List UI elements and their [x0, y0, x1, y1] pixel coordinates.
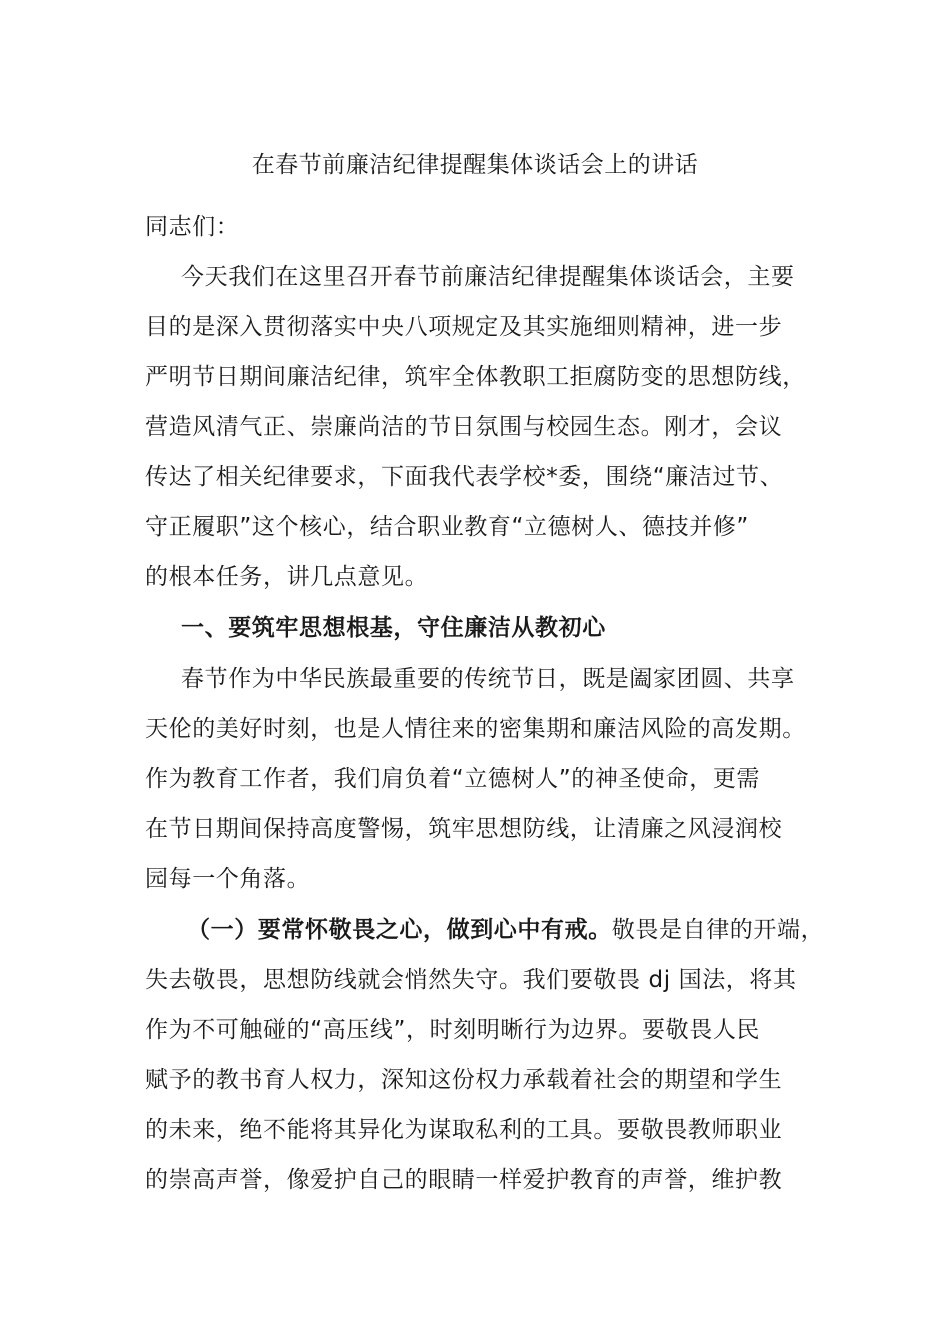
document-title: 在春节前廉洁纪律提醒集体谈话会上的讲话	[251, 152, 699, 178]
intro-line: 传达了相关纪律要求，下面我代表学校*委，围绕“廉洁过节、	[145, 464, 784, 490]
intro-line: 守正履职”这个核心，结合职业教育“立德树人、德技并修”	[145, 514, 749, 540]
section-heading: 一、要筑牢思想根基，守住廉洁从教初心	[181, 615, 606, 641]
intro-line: 目的是深入贯彻落实中央八项规定及其实施细则精神，进一步	[145, 314, 783, 340]
subsection-body-line: 的未来，绝不能将其异化为谋取私利的工具。要敬畏教师职业	[145, 1117, 783, 1143]
subsection-heading: （一）要常怀敬畏之心，做到心中有戒。	[187, 917, 612, 943]
intro-line: 的根本任务，讲几点意见。	[145, 564, 429, 590]
section-body-line: 作为教育工作者，我们肩负着“立德树人”的神圣使命，更需	[145, 766, 761, 792]
subsection-body-line: 作为不可触碰的“高压线”，时刻明晰行为边界。要敬畏人民	[145, 1017, 761, 1043]
intro-line: 今天我们在这里召开春节前廉洁纪律提醒集体谈话会，主要	[181, 264, 795, 290]
intro-line: 营造风清气正、崇廉尚洁的节日氛围与校园生态。刚才，会议	[145, 414, 783, 440]
greeting: 同志们：	[145, 214, 240, 240]
section-body-line: 春节作为中华民族最重要的传统节日，既是阖家团圆、共享	[181, 666, 795, 692]
section-body-line: 在节日期间保持高度警惕，筑牢思想防线，让清廉之风浸润校	[145, 816, 783, 842]
intro-line: 严明节日期间廉洁纪律，筑牢全体教职工拒腐防变的思想防线，	[145, 364, 806, 390]
section-body-line: 园每一个角落。	[145, 866, 311, 892]
subsection-first-line	[187, 910, 824, 950]
subsection-text: 敬畏是自律的开端，	[611, 917, 825, 943]
subsection-body-line: 失去敬畏，思想防线就会悄然失守。我们要敬畏 dj 国法，将其	[145, 967, 797, 993]
subsection-body-line: 赋予的教书育人权力，深知这份权力承载着社会的期望和学生	[145, 1067, 783, 1093]
subsection-body-line: 的崇高声誉，像爱护自己的眼睛一样爱护教育的声誉，维护教	[145, 1167, 783, 1193]
section-body-line: 天伦的美好时刻，也是人情往来的密集期和廉洁风险的高发期。	[145, 716, 806, 742]
